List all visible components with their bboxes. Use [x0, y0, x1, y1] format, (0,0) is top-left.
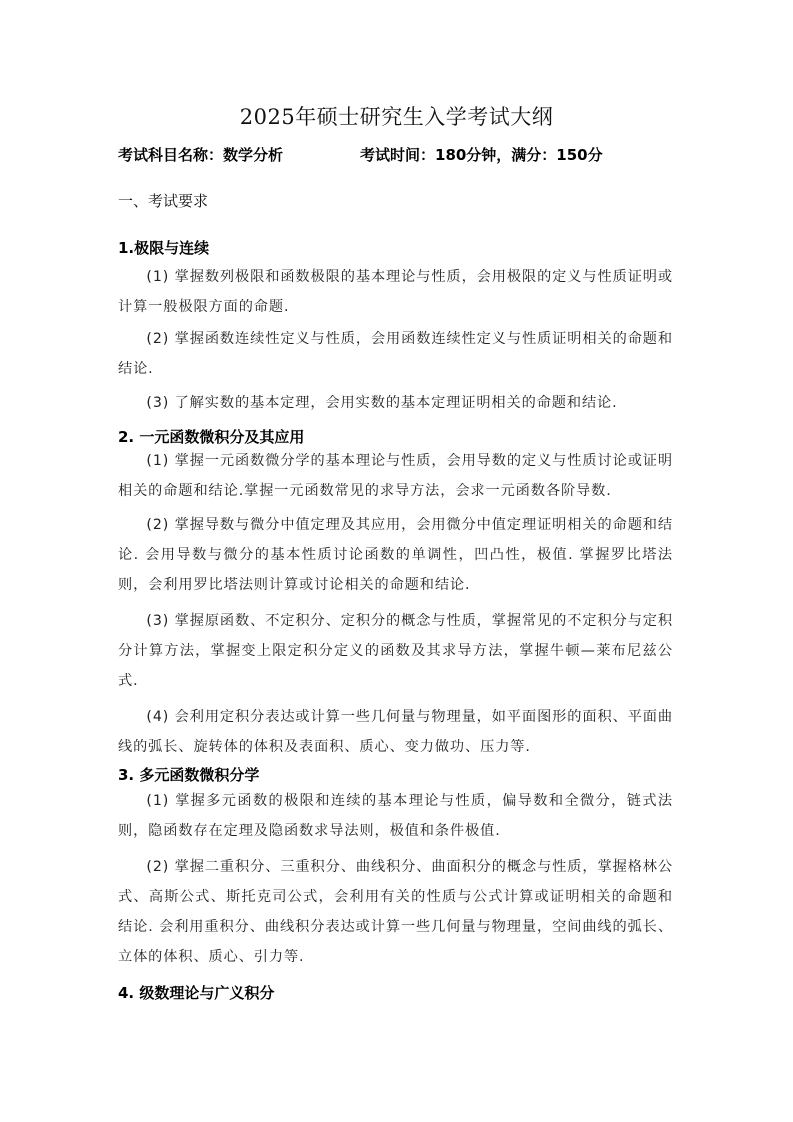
section-2-item-2: (2) 掌握导数与微分中值定理及其应用，会用微分中值定理证明相关的命题和结论. 会用导数与微分的基本性质讨论函数的单调性，凹凸性，极值. 掌握罗比塔法则，会利用罗比塔法则计算或讨论相关的命题和结论. [118, 517, 673, 593]
section-4-heading: 4. 级数理论与广义积分 [118, 984, 275, 1002]
section-2-item-4: (4) 会利用定积分表达或计算一些几何量与物理量，如平面图形的面积、平面曲线的弧长、旋转体的体积及表面积、质心、变力做功、压力等. [118, 709, 673, 755]
section-2-item-1: (1) 掌握一元函数微分学的基本理论与性质，会用导数的定义与性质讨论或证明相关的命题和结论.掌握一元函数常见的求导方法，会求一元函数各阶导数. [118, 453, 673, 499]
exam-time-score: 考试时间：180分钟，满分：150分 [360, 146, 603, 164]
exam-meta [118, 144, 678, 165]
section-heading-requirements: 一、考试要求 [118, 192, 209, 210]
section-2-heading: 2. 一元函数微积分及其应用 [118, 428, 305, 446]
section-1-item-3: (3) 了解实数的基本定理，会用实数的基本定理证明相关的命题和结论. [146, 395, 618, 411]
document-title: 2025年硕士研究生入学考试大纲 [239, 105, 554, 129]
section-1-heading: 1.极限与连续 [118, 239, 210, 257]
section-1-item-1: (1) 掌握数列极限和函数极限的基本理论与性质，会用极限的定义与性质证明或计算一般极限方面的命题. [118, 269, 673, 315]
section-2-item-3: (3) 掌握原函数、不定积分、定积分的概念与性质，掌握常见的不定积分与定积分计算方法，掌握变上限定积分定义的函数及其求导方法，掌握牛顿—莱布尼兹公式. [118, 613, 673, 689]
section-3-item-1: (1) 掌握多元函数的极限和连续的基本理论与性质，偏导数和全微分，链式法则，隐函数存在定理及隐函数求导法则，极值和条件极值. [118, 793, 673, 839]
section-3-item-2: (2) 掌握二重积分、三重积分、曲线积分、曲面积分的概念与性质，掌握格林公式、高斯公式、斯托克司公式，会利用有关的性质与公式计算或证明相关的命题和结论. 会利用重积分、曲线积分表达或计算一些几何量与物理量，空间曲线的弧长、立体的体积、质心、引力等. [118, 859, 673, 965]
section-1-item-2: (2) 掌握函数连续性定义与性质，会用函数连续性定义与性质证明相关的命题和结论. [118, 331, 673, 377]
exam-subject: 考试科目名称：数学分析 [118, 146, 284, 164]
section-3-heading: 3. 多元函数微积分学 [118, 766, 260, 784]
